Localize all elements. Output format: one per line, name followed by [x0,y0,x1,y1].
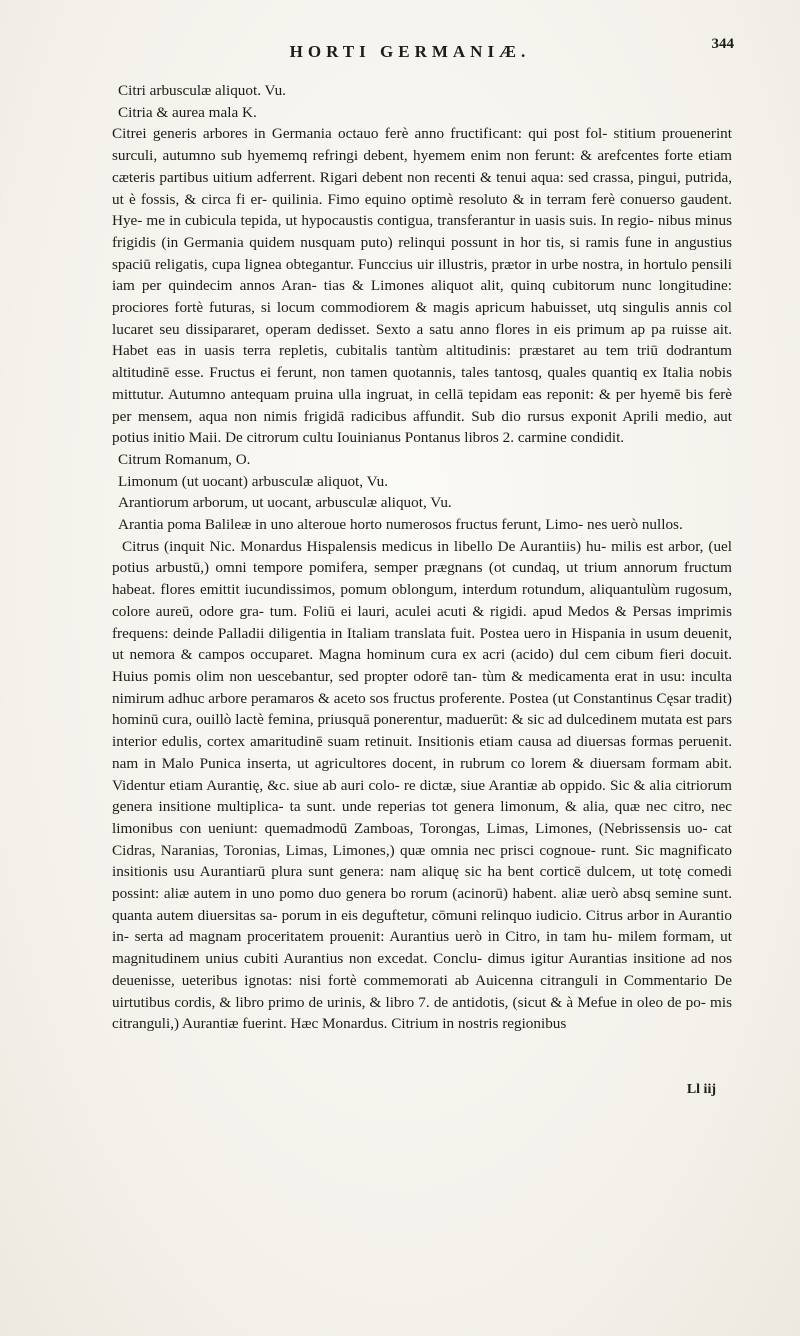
entry-heading: Citri arbusculæ aliquot. Vu. [118,82,286,99]
body-text [112,80,732,1035]
entry-heading: Citria & aurea mala K. [118,103,257,121]
entry-heading: Arantia poma Balileæ in uno alteroue horto numerosos fructus ferunt, Limo- nes uerò nullos. [118,516,683,534]
entry-heading: Limonum (ut uocant) arbusculæ aliquot, Vu. [118,472,389,490]
signature-mark: Ll iij [686,1082,716,1097]
paragraph: Citrus (inquit Nic. Monardus Hispalensis medicus in libello De Aurantiis) hu- milis est arbor, (uel potius arbustū,) omni tempore pomifera, semper prægnans (ot cundaq, ut trium annorum fructum habeat. flores emittit iucundissimos, pomum oblongum, interdum rotundum, aliquantulùm rugosum, colore aureū, odore gra- tum. Foliū ei lauri, aculei acuti & rigidi. apud Medos & Persas imprimis frequens: deinde Palladii diligentia in Italiam translata fuit. Postea uero in Hispania in usum deuenit, ut nemora & campos occuparet. Magna hominum cura ex acri (acido) dul cem cibum fieri docuit. Huius pomis olim non uescebantur, sed propter odorē tan- tùm & medicamenta erat in usu: inculta nimirum adhuc arbore peramaros & aceto sos fructus proferente. Postea (ut Constantinus Cęsar tradit) hominū cura, ouillò lactè femina, priusquā ponerentur, maduerūt: & sic ad dulcedinem mutata est pars interior edulis, cortex amaritudinē suam retinuit. Insitionis etiam causa ad diuersas formas peruenit. nam in Malo Punica inserta, ut agricultores docent, in rubrum co lorem & diuersam formam abit. Videntur etiam Aurantię, &c. siue ab auri colo- re dictæ, siue Arantiæ ab oppido. Sic & alia citriorum genera insitione multiplica- ta sunt. unde reperias tot genera limonum, & alia, quæ nec citro, nec limonibus con ueniunt: quemadmodū Zamboas, Torongas, Limas, Limones, (Nebrissensis uo- cat Cidras, Naranias, Toronias, Limas, Limones,) quæ omnia nec prisci cognoue- runt. Sic magnificato insitionis usu Aurantiarū plura sunt genera: nam aliquę sic ha bent corticē dulcem, ut totę comedi possint: aliæ autem in uno pomo duo genera bo rorum (acinorū) habent. aliæ uerò absq semine sunt. quanta autem diuersitas sa- porum in eis deguftetur, cōmuni relinquo iudicio. Citrus arbor in Aurantio in- serta ad magnam proceritatem prouenit: Aurantius uerò in Citro, in tam hu- milem formam, ut magnitudinem unius cubiti Aurantius non excedat. Conclu- dimus igitur Aurantias insitione ad nos deuenisse, ueteribus ignotas: nisi fortè commemorati ab Auicenna citranguli in Commentario De uirtutibus cordis, & libro primo de urinis, & libro 7. de antidotis, (sicut & à Mefue in oleo de po- mis citranguli,) Aurantiæ fuerint. Hæc Monardus. Citrium in nostris regionibus [112,537,732,1033]
entry-heading: Citrum Romanum, O. [118,450,251,468]
page-number: 344 [711,36,734,52]
paragraph: Citrei generis arbores in Germania octauo ferè anno fructificant: qui post fol- stitium prouenerint surculi, autumno sub hyememq refringi debent, hyemem enim non ferunt: & arefcentes forte etiam cæteris partibus uitium adferrent. Rigari debent non recenti & tenui aqua: sed crassa, pingui, putrida, ut è fossis, & circa fi er- quilinia. Fimo equino optimè resoluto & in terram ferè conuerso gaudent. Hye- me in cubicula tepida, ut hypocaustis contigua, transferantur in uasis suis. In regio- nibus minus frigidis (in Germania quidem nusquam puto) relinqui possunt in hor tis, si ramis fune in angustius spaciū religatis, cupa lignea obtegantur. Funccius uir illustris, prætor in urbe nostra, in hortulo pensili iam per quindecim annos Aran- tias & Limones aliquot alit, quinq cubitorum nunc longitudine: prociores fortè futuras, si locum commodiorem & magis apricum habuisset, utq singulis annis col lucaret seu dissipararet, operam dedisset. Sexto a satu anno flores in eis primum ap pa ruisse ait. Habet eas in uasis terra repletis, cubitalis tantùm altitudinis: præstaret au tem triū dodrantum altitudinē esse. Fructus ei ferunt, non tamen quotannis, tales tantosq, quales quantiq ex Italia nobis mittutur. Autumno antequam pruina ulla ingruat, in cellā tepidam eas reponit: & per hyemē bis ferè per mensem, aqua non nimis frigidā radicibus affundit. Sub dio rursus exponit Aprili medio, aut potius initio Maii. De citrorum cultu Iouinianus Pontanus libros 2. carmine condidit. [112,125,732,447]
entry-heading: Arantiorum arborum, ut uocant, arbusculæ aliquot, Vu. [118,494,452,512]
running-title: HORTI GERMANIÆ. [289,42,531,61]
